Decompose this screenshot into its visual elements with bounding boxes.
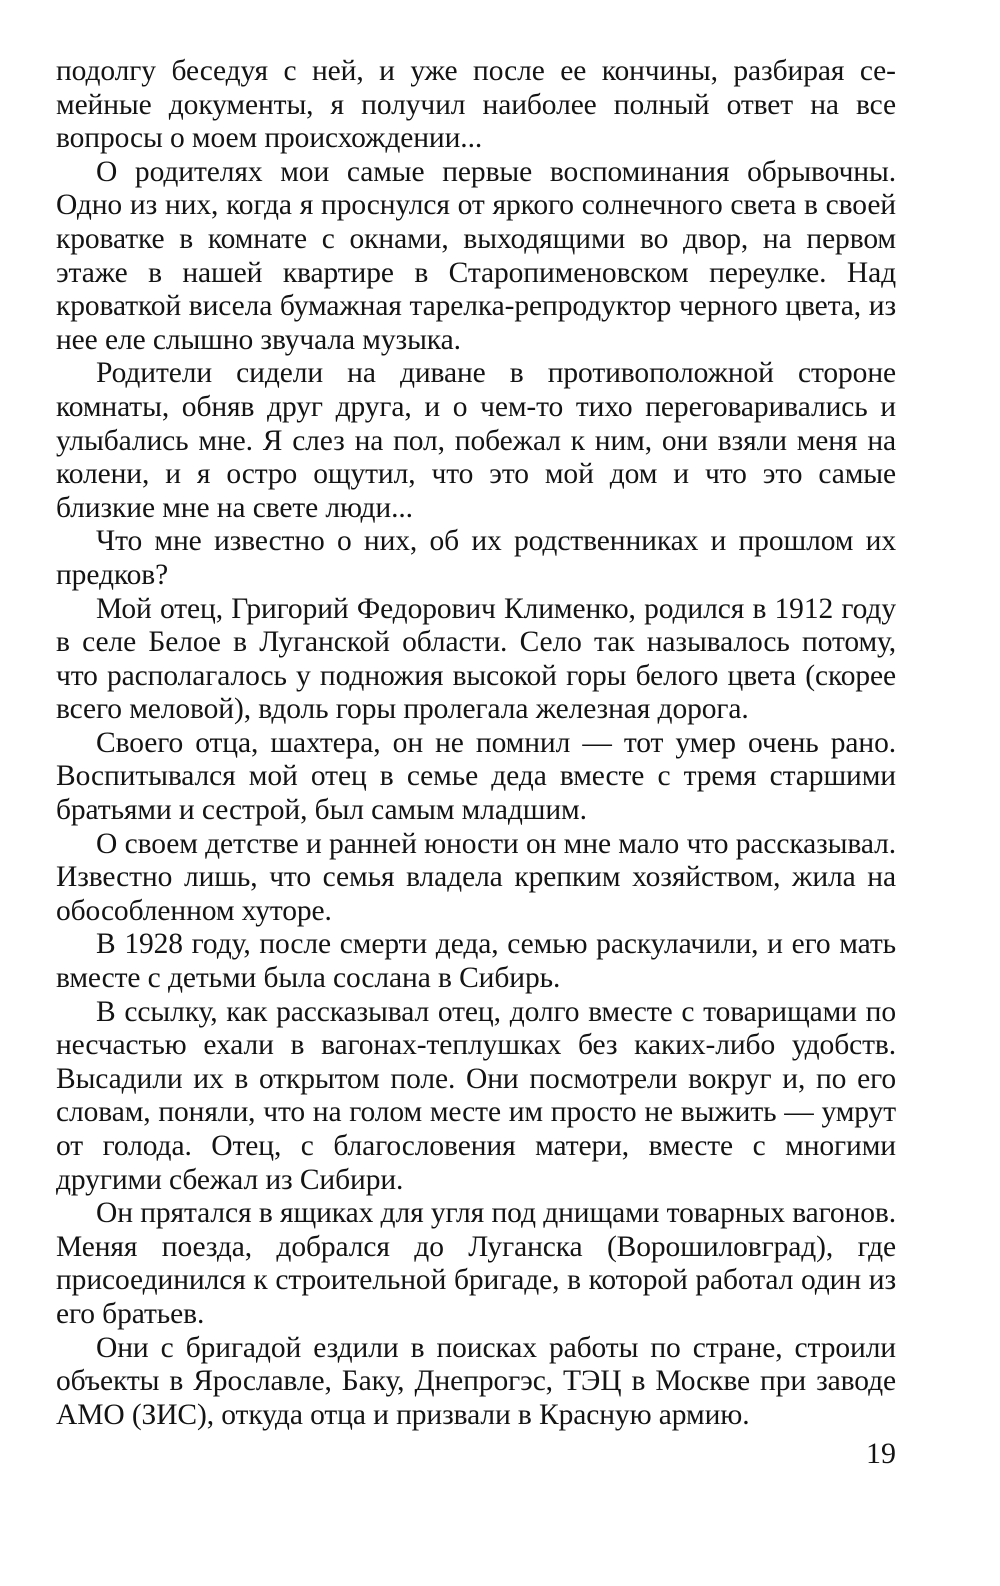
paragraph: О своем детстве и ранней юности он мне мало что рассказывал. Известно лишь, что семья владела крепким хозяйством, жила на обособленном хуторе. bbox=[56, 827, 896, 927]
paragraph: Родители сидели на диване в противоположной стороне комнаты, обняв друг друга, и о чем-то тихо переговаривались и улыбались мне. Я слез на пол, побежал к ним, они взяли меня на колени, и я остро ощутил, что это мой дом и что это самые близкие мне на свете люди... bbox=[56, 357, 896, 524]
paragraph: В 1928 году, после смерти деда, семью раскулачили, и его мать вместе с детьми была сослана в Сибирь. bbox=[56, 928, 896, 995]
paragraph: О родителях мои самые первые воспоминания обрывочны. Одно из них, когда я проснулся от яркого солнечного света в своей кроватке в комнате с окнами, выходящими во двор, на первом этаже в нашей квартире в Старопименовском переулке. Над кроваткой висела бумажная тарелка-репродуктор черного цвета, из нее еле слышно звучала музыка. bbox=[56, 155, 896, 356]
page-number: 19 bbox=[866, 1437, 896, 1470]
paragraph: В ссылку, как рассказывал отец, долго вместе с товарищами по несчастью ехали в вагонах-теплушках без каких-либо удобств. Высадили их в открытом поле. Они посмотрели вокруг и, по его словам, поняли, что на голом месте им просто не выжить — умрут от голода. Отец, с благословения матери, вместе с многими другими сбежал из Сибири. bbox=[56, 995, 896, 1196]
paragraph: Мой отец, Григорий Федорович Клименко, родился в 1912 году в селе Белое в Луганской области. Село так называлось потому, что располагалось у подножия высокой горы белого цвета (скорее всего меловой), вдоль горы пролегала железная дорога. bbox=[56, 592, 896, 726]
body-text bbox=[56, 55, 896, 1432]
paragraph: Он прятался в ящиках для угля под днищами товарных вагонов. Меняя поезда, добрался до Луганска (Ворошиловград), где присоединился к строительной бригаде, в которой работал один из его братьев. bbox=[56, 1197, 896, 1330]
paragraph: подолгу беседуя с ней, и уже после ее кончины, разбирая семейные документы, я получил наиболее полный ответ на все вопросы о моем происхождении... bbox=[56, 55, 896, 155]
paragraph: Своего отца, шахтера, он не помнил — тот умер очень рано. Воспитывался мой отец в семье деда вместе с тремя старшими братьями и сестрой, был самым младшим. bbox=[56, 726, 896, 827]
paragraph: Они с бригадой ездили в поисках работы по стране, строили объекты в Ярославле, Баку, Днепрогэс, ТЭЦ в Москве при заводе АМО (ЗИС), откуда отца и призвали в Красную армию. bbox=[56, 1331, 896, 1431]
paragraph: Что мне известно о них, об их родственниках и прошлом их предков? bbox=[56, 525, 896, 591]
